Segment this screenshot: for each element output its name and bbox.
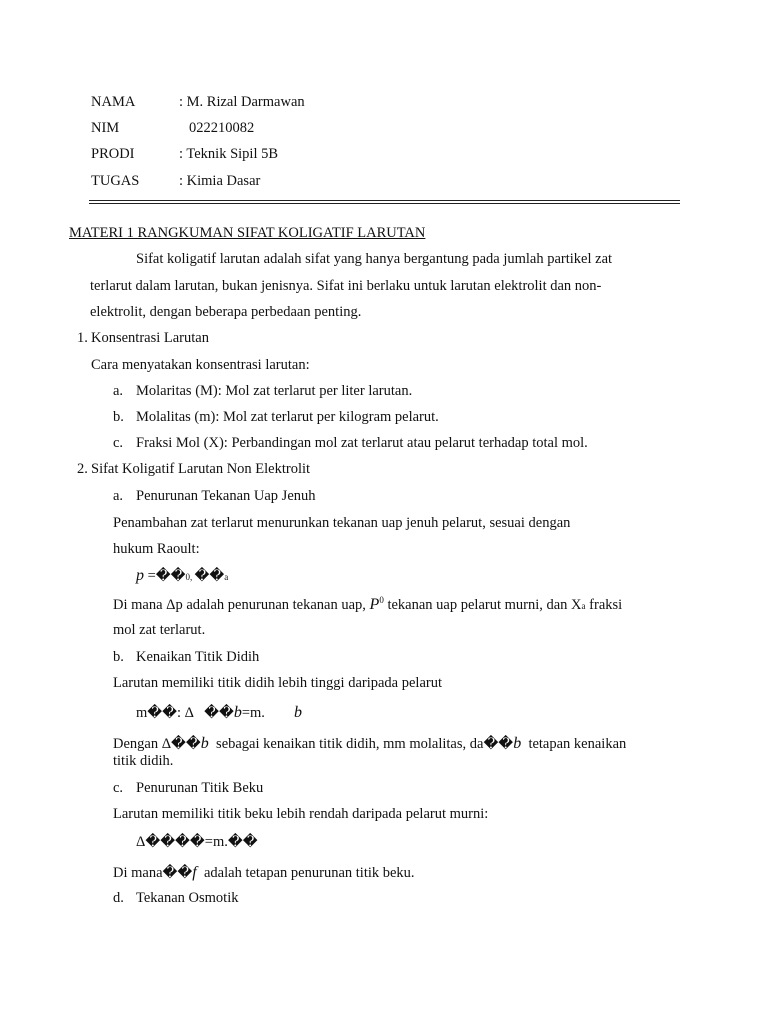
bformula-post: =m. — [241, 705, 265, 721]
cdesc-f: f — [192, 864, 197, 881]
freezing-formula: Δ����=m.�� — [136, 834, 258, 850]
desc-mid: tekanan uap pelarut murni, dan X — [383, 596, 582, 613]
header-divider-top — [89, 200, 680, 201]
desc-p: P — [369, 595, 380, 613]
boiling-formula — [136, 705, 265, 721]
intro-line-3: elektrolit, dengan beberapa perbedaan penting. — [90, 304, 362, 320]
nim-value: 022210082 — [189, 120, 255, 136]
formula-eq: =�� — [144, 568, 186, 584]
page-title: MATERI 1 RANGKUMAN SIFAT KOLIGATIF LARUTAN — [69, 225, 426, 241]
desc-sup: 0 — [379, 595, 384, 605]
nama-value: : M. Rizal Darmawan — [179, 94, 305, 110]
prodi-value: : Teknik Sipil 5B — [179, 146, 279, 162]
section-2d-heading: Tekanan Osmotik — [136, 890, 239, 906]
bdesc-glyph2: �� — [483, 736, 514, 752]
bdesc-glyph: �� — [171, 736, 201, 752]
cdesc-pre: Di mana — [113, 865, 163, 881]
section-1-item-b-marker: b. — [113, 409, 124, 425]
intro-line-1: Sifat koligatif larutan adalah sifat yang hanya bergantung pada jumlah partikel zat — [136, 251, 613, 267]
bformula-glyph: �� — [147, 705, 178, 721]
intro-line-2: terlarut dalam larutan, bukan jenisnya. Sifat ini berlaku untuk larutan elektrolit dan non- — [90, 278, 602, 294]
header-divider-bottom — [89, 203, 680, 204]
section-2d-marker: d. — [113, 890, 124, 906]
section-2a-desc-line-2: mol zat terlarut. — [113, 622, 206, 638]
formula-p: p — [136, 567, 144, 584]
nim-label: NIM — [91, 120, 120, 136]
bdesc-post: tetapan kenaikan — [521, 736, 627, 752]
raoult-formula — [136, 568, 228, 584]
section-1-lead: Cara menyatakan konsentrasi larutan: — [91, 357, 310, 373]
bdesc-pre: Dengan Δ — [113, 736, 172, 752]
section-1-item-a-text: Molaritas (M): Mol zat terlarut per liter larutan. — [136, 383, 413, 399]
section-1-item-b-text: Molalitas (m): Mol zat terlarut per kilogram pelarut. — [136, 409, 439, 425]
bdesc-b2: b — [513, 735, 522, 752]
section-2b-heading: Kenaikan Titik Didih — [136, 649, 260, 665]
section-2b-line-1: Larutan memiliki titik didih lebih tinggi daripada pelarut — [113, 675, 442, 691]
bformula-glyph2: �� — [204, 705, 234, 721]
section-2c-marker: c. — [113, 780, 124, 796]
section-2c-line-1: Larutan memiliki titik beku lebih rendah daripada pelarut murni: — [113, 806, 489, 822]
bdesc-b: b — [200, 735, 209, 752]
section-2b-marker: b. — [113, 649, 124, 665]
prodi-label: PRODI — [91, 146, 135, 162]
cdesc-glyph: �� — [162, 865, 193, 881]
section-1-item-a-marker: a. — [113, 383, 124, 399]
section-2b-desc-line-2: titik didih. — [113, 753, 174, 769]
bdesc-mid: sebagai kenaikan titik didih, mm molalitas, da — [208, 736, 484, 752]
desc-pre: Di mana Δp adalah penurunan tekanan uap, — [113, 596, 370, 613]
section-1-number: 1. — [77, 330, 88, 346]
section-2-heading: Sifat Koligatif Larutan Non Elektrolit — [91, 461, 311, 477]
section-2a-line-2: hukum Raoult: — [113, 541, 200, 557]
bformula-b: b — [233, 704, 242, 721]
formula-tail: �� — [194, 568, 225, 584]
tugas-value: : Kimia Dasar — [179, 173, 261, 189]
nama-label: NAMA — [91, 94, 136, 110]
bformula-pre: m — [136, 705, 148, 721]
cdesc-post: adalah tetapan penurunan titik beku. — [196, 865, 415, 881]
desc-xsub: a — [581, 600, 586, 611]
section-2-number: 2. — [77, 461, 88, 477]
desc-post: fraksi — [585, 596, 623, 613]
bformula-b2: b — [294, 704, 302, 721]
section-2a-marker: a. — [113, 488, 124, 504]
section-1-heading: Konsentrasi Larutan — [91, 330, 209, 346]
section-1-item-c-marker: c. — [113, 435, 124, 451]
section-2b-desc — [113, 736, 626, 752]
section-2c-desc — [113, 865, 415, 881]
tugas-label: TUGAS — [91, 173, 140, 189]
bformula-mid: : Δ — [177, 705, 205, 721]
section-2a-desc — [113, 596, 622, 613]
formula-tail-sub: a — [224, 572, 229, 582]
section-2a-heading: Penurunan Tekanan Uap Jenuh — [136, 488, 316, 504]
section-2c-heading: Penurunan Titik Beku — [136, 780, 264, 796]
formula-sub: 0, — [185, 572, 195, 582]
section-2a-line-1: Penambahan zat terlarut menurunkan tekanan uap jenuh pelarut, sesuai dengan — [113, 515, 571, 531]
section-1-item-c-text: Fraksi Mol (X): Perbandingan mol zat terlarut atau pelarut terhadap total mol. — [136, 435, 588, 451]
